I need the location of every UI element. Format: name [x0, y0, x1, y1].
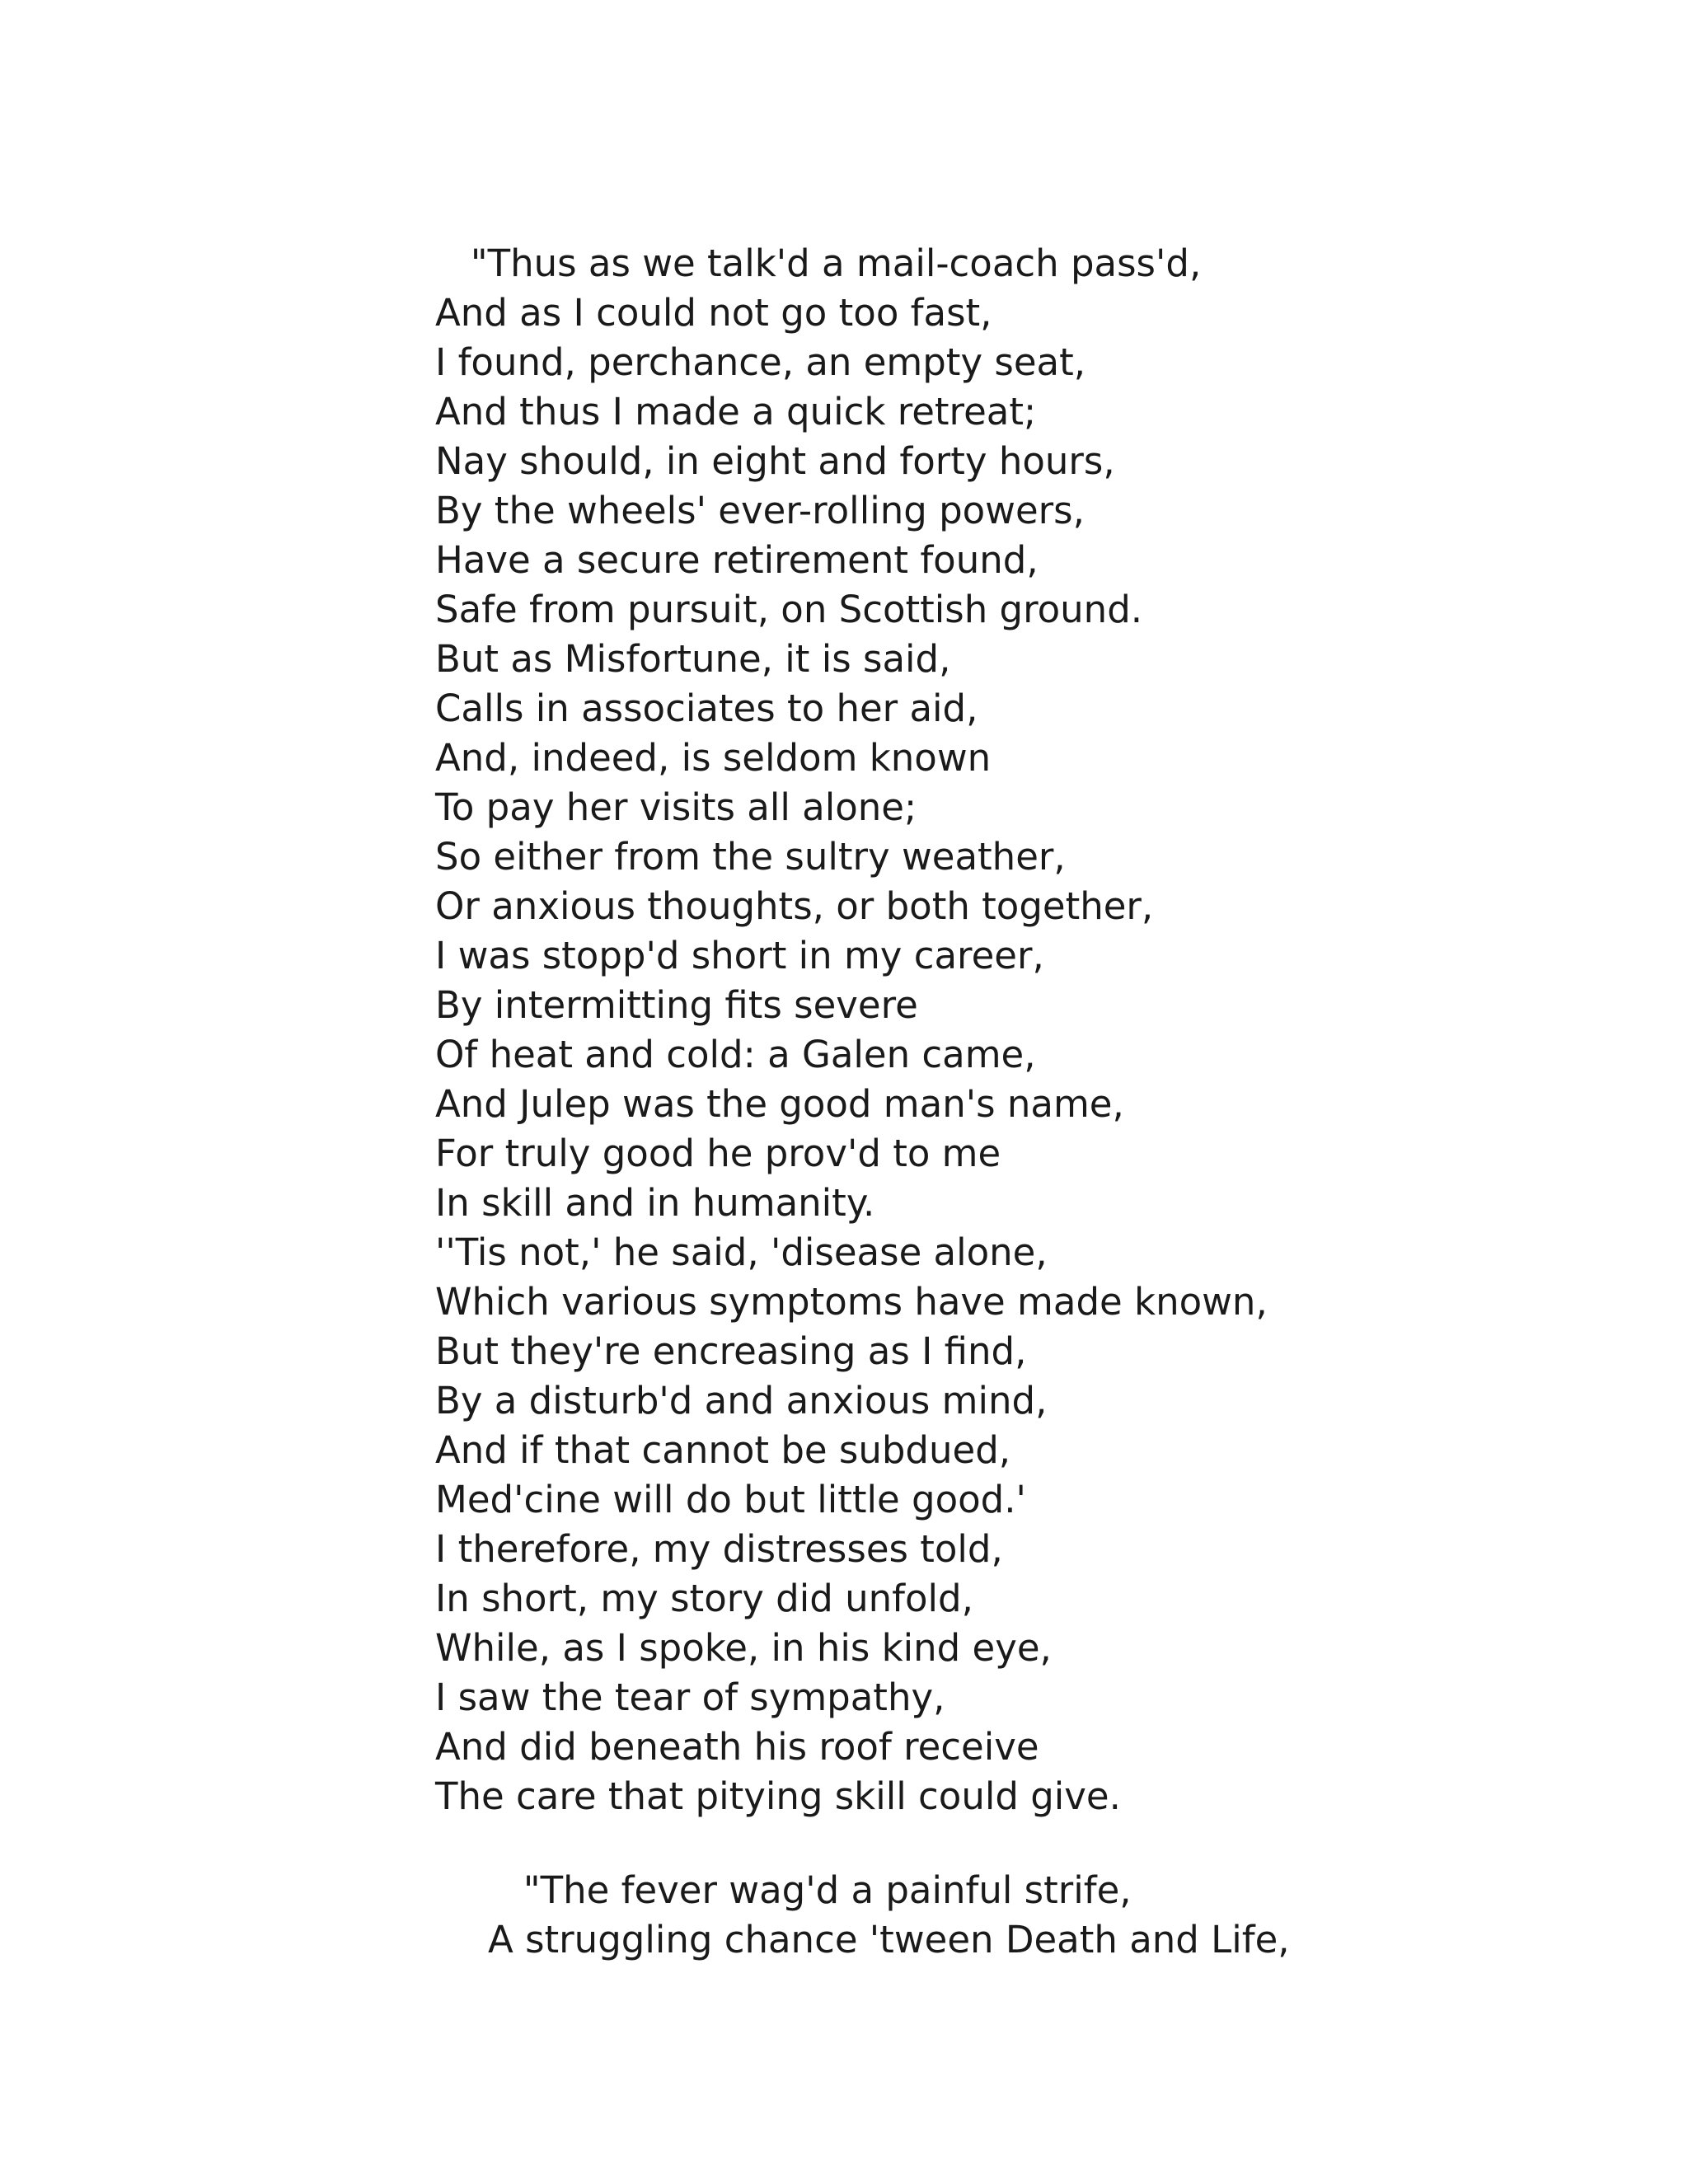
poem-line: Have a secure retirement found, — [435, 538, 1039, 582]
poem-line: "Thus as we talk'd a mail-coach pass'd, — [435, 241, 1202, 285]
poem-line: Or anxious thoughts, or both together, — [435, 884, 1154, 928]
poem-line: And as I could not go too fast, — [435, 291, 992, 335]
poem-line: In skill and in humanity. — [435, 1181, 875, 1225]
poem-line: Calls in associates to her aid, — [435, 687, 978, 730]
poem-stanza — [488, 1866, 1290, 1965]
poem-line: And did beneath his roof receive — [435, 1725, 1039, 1769]
poem-line: Med'cine will do but little good.' — [435, 1478, 1026, 1521]
poem-line: While, as I spoke, in his kind eye, — [435, 1626, 1052, 1670]
poem-line: And, indeed, is seldom known — [435, 736, 992, 780]
poem-line: By the wheels' ever-rolling powers, — [435, 489, 1085, 532]
poem-line: And if that cannot be subdued, — [435, 1428, 1011, 1472]
poem-line: Of heat and cold: a Galen came, — [435, 1033, 1036, 1076]
poem-line: By intermitting fits severe — [435, 983, 918, 1027]
poem-line: Safe from pursuit, on Scottish ground. — [435, 588, 1143, 631]
poem-line: But as Misfortune, it is said, — [435, 637, 951, 681]
poem-line: ''Tis not,' he said, 'disease alone, — [435, 1230, 1048, 1274]
poem-line: I found, perchance, an empty seat, — [435, 340, 1086, 384]
poem-line: To pay her visits all alone; — [435, 785, 917, 829]
poem-line: By a disturb'd and anxious mind, — [435, 1379, 1048, 1422]
poem-line: The care that pitying skill could give. — [435, 1774, 1121, 1818]
poem-line: A struggling chance 'tween Death and Life, — [488, 1918, 1290, 1961]
poem-line: I was stopp'd short in my career, — [435, 934, 1044, 977]
poem-line: In short, my story did unfold, — [435, 1577, 973, 1620]
poem-line: "The fever wag'd a painful strife, — [488, 1868, 1132, 1912]
poem-line: For truly good he prov'd to me — [435, 1132, 1001, 1175]
poem-line: And thus I made a quick retreat; — [435, 390, 1037, 434]
poem-line: And Julep was the good man's name, — [435, 1082, 1124, 1126]
poem-stanza — [435, 239, 1268, 1821]
poem-line: I saw the tear of sympathy, — [435, 1675, 945, 1719]
poem-line: I therefore, my distresses told, — [435, 1527, 1003, 1571]
poem-line: Which various symptoms have made known, — [435, 1280, 1268, 1324]
poem-line: But they're encreasing as I find, — [435, 1329, 1027, 1373]
poem-line: So either from the sultry weather, — [435, 835, 1066, 879]
poem-line: Nay should, in eight and forty hours, — [435, 439, 1115, 483]
